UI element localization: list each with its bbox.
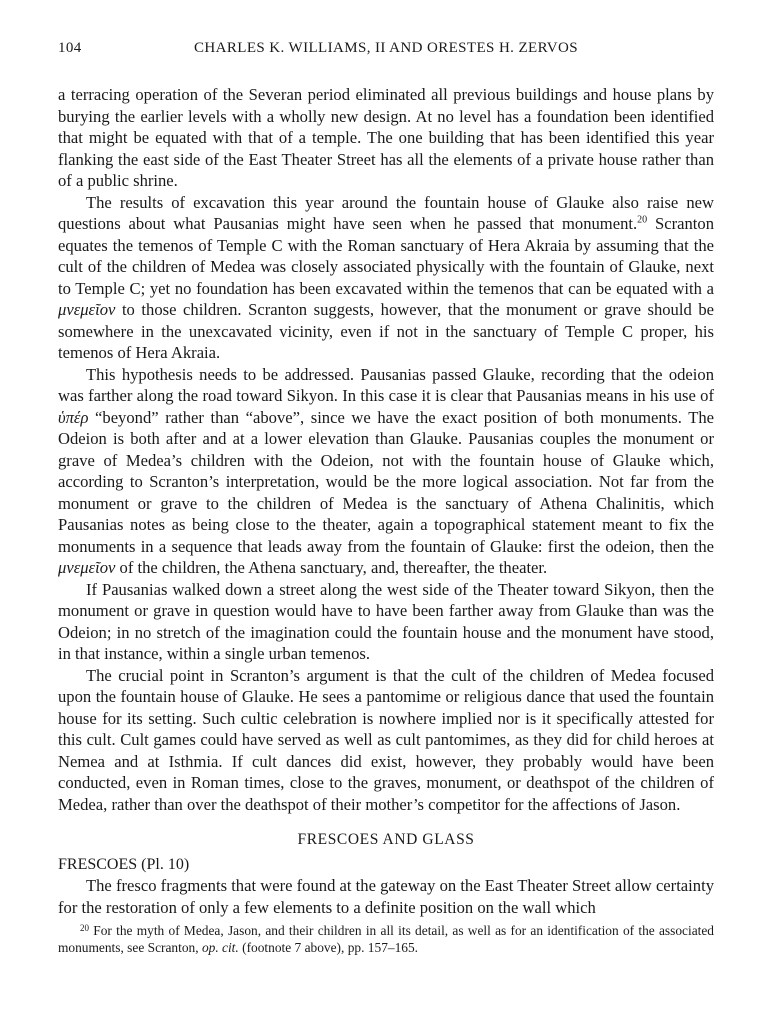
paragraph: The fresco fragments that were found at the gateway on the East Theater Street allow certainty for the restoration of only a few elements to a definite position on the wall which [58,876,714,917]
page [58,40,714,956]
subsection-heading: FRESCOES (Pl. 10) [58,855,190,873]
footnote-ref: 20 [637,214,648,226]
paragraph: This hypothesis needs to be addressed. Pausanias passed Glauke, recording that the odeion was farther along the road toward Sikyon. In this case it is clear that Pausanias means in his use of ὑπέρ “beyond” rather than “above”, since we have the exact position of both monuments. The Odeion is both after and at a lower elevation than Glauke. Pausanias couples the monument or grave of Medea’s children with the Odeion, not with the fountain house of Glauke which, according to Scranton’s interpretation, would be the more logical association. Not far from the monument or grave to the children of Medea is the sanctuary of Athena Chalinitis, which Pausanias notes as being close to the theater, again a topographical statement meant to fix the monuments in a sequence that leads away from the fountain of Glauke: first the odeion, then the μνεμεῖον of the children, the Athena sanctuary, and, thereafter, the theater. [58,364,714,577]
greek-term: μνεμεῖον [58,300,116,319]
greek-term: μνεμεῖον [58,558,116,577]
section-heading: FRESCOES AND GLASS [297,831,475,848]
page-number: 104 [58,40,82,56]
paragraph: The crucial point in Scranton’s argument is that the cult of the children of Medea focused upon the fountain house of Glauke. He sees a pantomime or religious dance that used the fountain house for its setting. Such cultic celebration is nowhere implied nor is it specifically attested for this cult. Cult games could have served as well as cult pantomimes, as they did for child heroes at Nemea and at Isthmia. If cult dances did exist, however, they probably would have been conducted, even in Roman times, close to the graves, monument, or deathspot of the children of Medea, rather than over the deathspot of their mother’s competitor for the affections of Jason. [58,665,714,814]
paragraph: The results of excavation this year around the fountain house of Glauke also raise new questions about what Pausanias might have seen when he passed that monument.$^{20}$ Scranton equates the temenos of Temple C with the Roman sanctuary of Hera Akraia by assuming that the cult of the children of Medea was closely associated physically with the fountain of Glauke, next to Temple C; yet no foundation has been excavated within the temenos that can be equated with a μνεμεῖον to those children. Scranton suggests, however, that the monument or grave should be somewhere in the unexcavated vicinity, even if not in the sanctuary of Temple C proper, his temenos of Hera Akraia. [58,192,714,362]
footnote-number: 20 [80,923,89,933]
running-title: CHARLES K. WILLIAMS, II AND ORESTES H. ZERVOS [193,40,579,56]
footnote: $^{20}$ For the myth of Medea, Jason, and their children in all its detail, as well as for an identification of the associated monuments, see Scranton, op. cit. (footnote 7 above), pp. 157–165. [58,923,714,956]
body-text [58,84,714,956]
greek-term: ὑπέρ [58,407,89,427]
paragraph: If Pausanias walked down a street along the west side of the Theater toward Sikyon, then the monument or grave in question would have to have been farther away from Glauke than was the Odeion; in no stretch of the imagination could the fountain house and the monument have stood, in that instance, within a single urban temenos. [58,579,714,663]
running-head [58,40,714,64]
paragraph: a terracing operation of the Severan period eliminated all previous buildings and house plans by burying the earlier levels with a wholly new design. At no level has a foundation been identified that might be equated with that of a temple. The one building that has been identified this year flanking the east side of the East Theater Street has all the elements of a private house rather than of a public shrine. [58,85,714,190]
